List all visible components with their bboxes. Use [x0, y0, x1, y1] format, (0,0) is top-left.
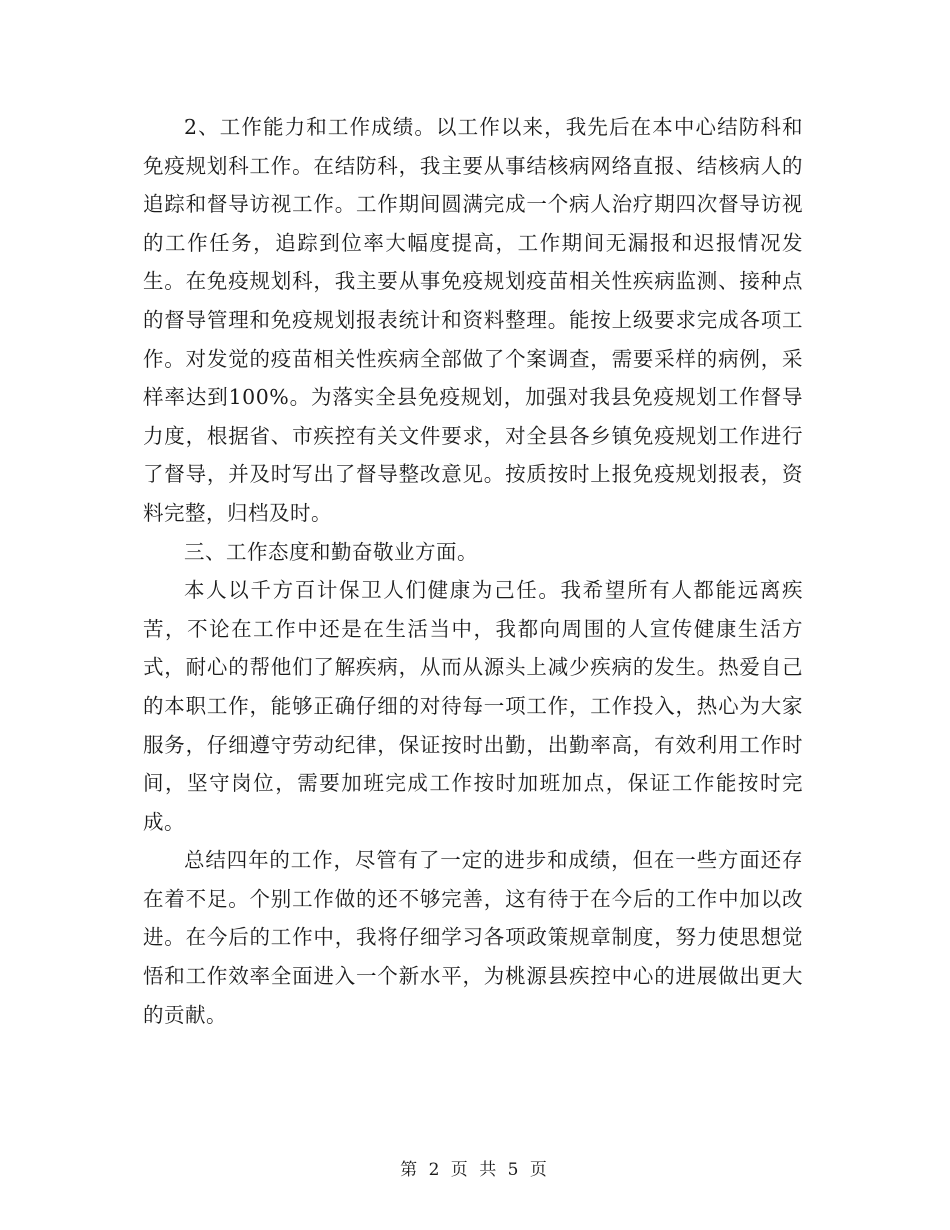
- page-number-footer: 第 2 页 共 5 页: [400, 1160, 550, 1180]
- document-page: [143, 108, 803, 1034]
- section-heading-work-attitude: 三、工作态度和勤奋敬业方面。: [184, 539, 478, 564]
- paragraph-work-ability: 2、工作能力和工作成绩。以工作以来，我先后在本中心结防科和免疫规划科工作。在结防科，我主要从事结核病网络直报、结核病人的追踪和督导访视工作。工作期间圆满完成一个病人治疗期四次督导访视的工作任务，追踪到位率大幅度提高，工作期间无漏报和迟报情况发生。在免疫规划科，我主要从事免疫规划疫苗相关性疾病监测、接种点的督导管理和免疫规划报表统计和资料整理。能按上级要求完成各项工作。对发觉的疫苗相关性疾病全部做了个案调查，需要采样的病例，采样率达到100%。为落实全县免疫规划，加强对我县免疫规划工作督导力度，根据省、市疾控有关文件要求，对全县各乡镇免疫规划工作进行了督导，并及时写出了督导整改意见。按质按时上报免疫规划报表，资料完整，归档及时。: [143, 115, 803, 525]
- paragraph-summary: 总结四年的工作，尽管有了一定的进步和成绩，但在一些方面还存在着不足。个别工作做的还不够完善，这有待于在今后的工作中加以改进。在今后的工作中，我将仔细学习各项政策规章制度，努力使思想觉悟和工作效率全面进入一个新水平，为桃源县疾控中心的进展做出更大的贡献。: [143, 848, 803, 1027]
- paragraph-work-attitude: 本人以千方百计保卫人们健康为己任。我希望所有人都能远离疾苦，不论在工作中还是在生活当中，我都向周围的人宣传健康生活方式，耐心的帮他们了解疾病，从而从源头上减少疾病的发生。热爱自己的本职工作，能够正确仔细的对待每一项工作，工作投入，热心为大家服务，仔细遵守劳动纪律，保证按时出勤，出勤率高，有效利用工作时间，坚守岗位，需要加班完成工作按时加班加点，保证工作能按时完成。: [143, 578, 803, 834]
